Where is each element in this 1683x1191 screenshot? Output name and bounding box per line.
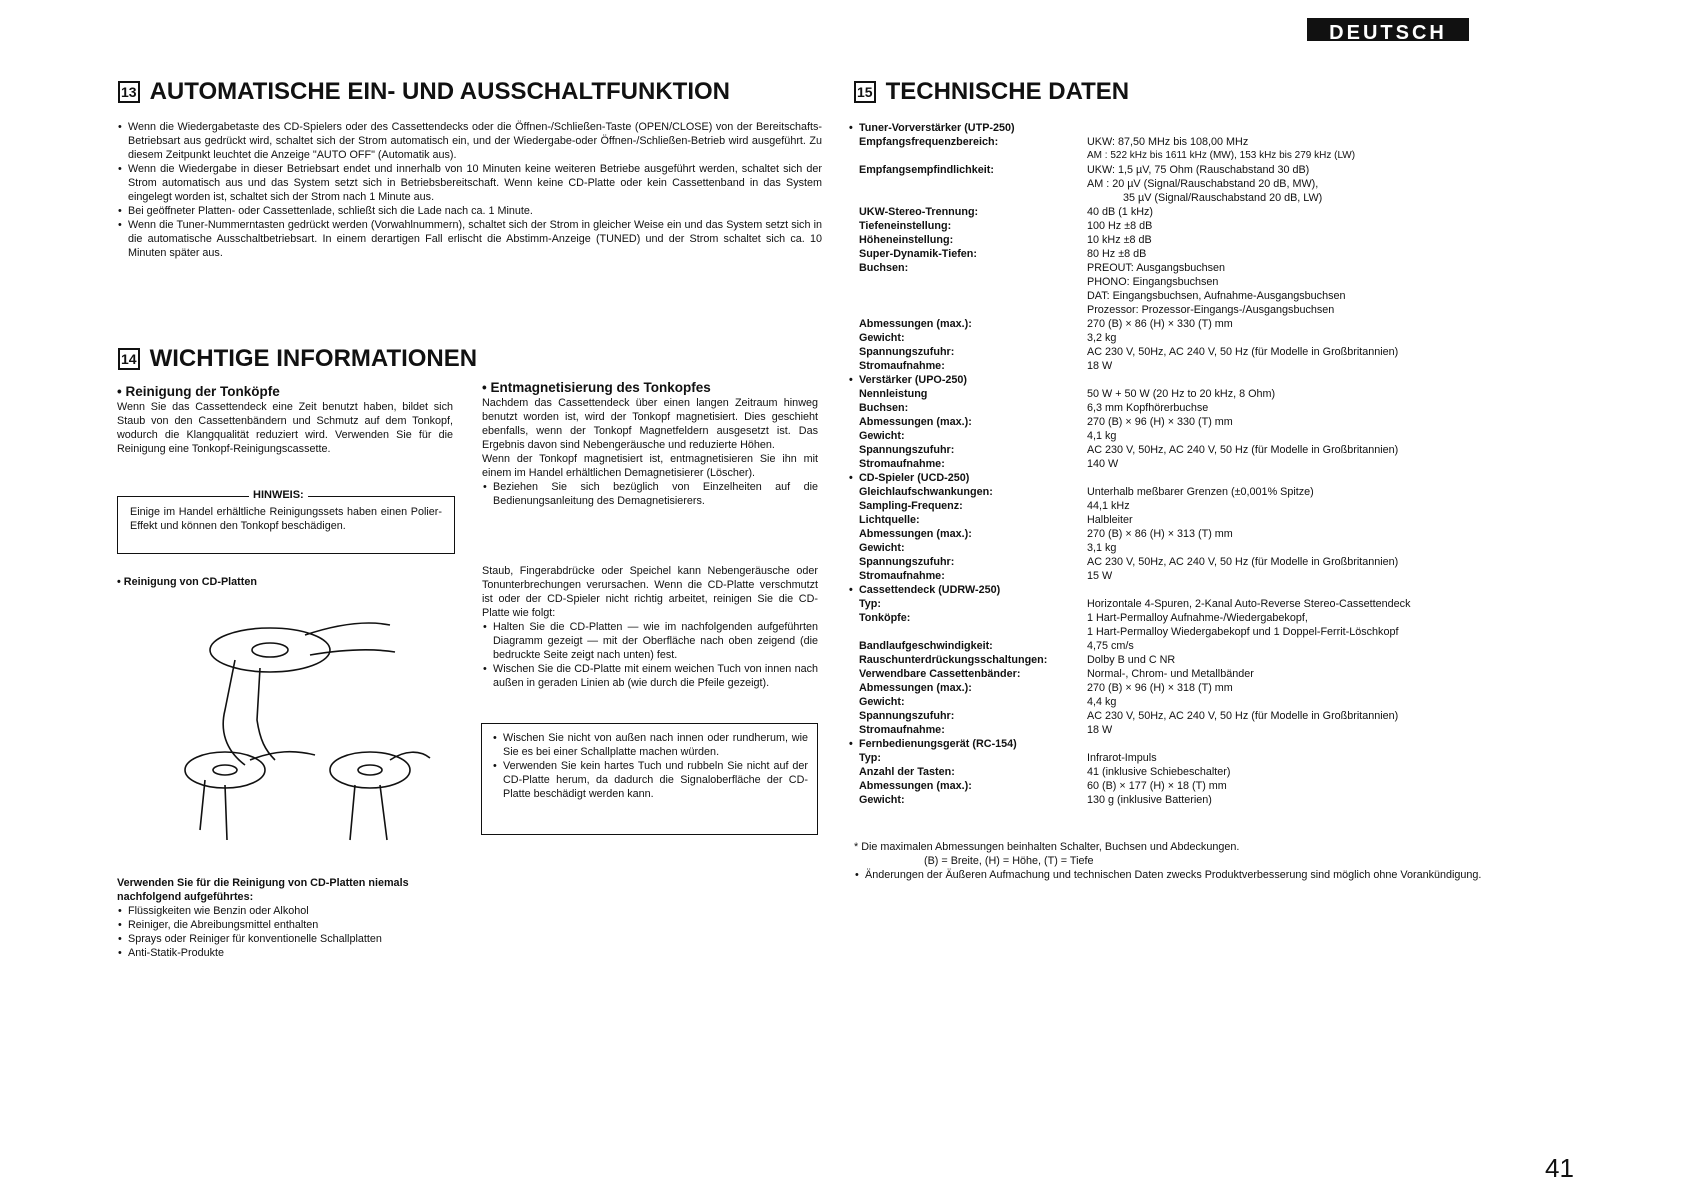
spec-value: Infrarot-Impuls [1087,752,1157,764]
spec-row [859,513,1499,527]
spec-value: 80 Hz ±8 dB [1087,248,1147,260]
spec-label: Empfangsempfindlichkeit: [859,164,994,176]
spec-value: 1 Hart-Permalloy Aufnahme-/Wiedergabekopf, [1087,612,1308,624]
list-item: • Bei geöffneter Platten- oder Cassettenlade, schließt sich die Lade nach ca. 1 Minute. [117,204,822,218]
list-item: • Sprays oder Reiniger für konventionelle Schallplatten [117,932,457,946]
spec-value: AC 230 V, 50Hz, AC 240 V, 50 Hz (für Modelle in Großbritannien) [1087,346,1399,358]
spec-category-remote: • Fernbedienungsgerät (RC-154) [848,737,1499,751]
spec-label: Gewicht: [859,542,905,554]
text-span: Reinigung der Tonköpfe [125,384,280,399]
spec-row [859,555,1499,569]
demag-text-1: Nachdem das Cassettendeck über einen langen Zeitraum hinweg benutzt worden ist, wird der Tonkopf magnetisiert. Dies geschieht ebenfalls, wenn der Tonkopf Magnetfeldern ausgesetzt ist. Das Ergebnis davon sind Nebengeräusche und reduzierte Höhen. [482,397,818,451]
spec-value: 40 dB (1 kHz) [1087,206,1154,218]
list-item: • Beziehen Sie sich bezüglich von Einzelheiten auf die Bedienungsanleitung des Demagnetisierers. [482,480,818,508]
spec-label: Abmessungen (max.): [859,318,972,330]
section-14-heading [118,345,477,373]
spec-label: Tiefeneinstellung: [859,220,952,232]
spec-row [859,191,1499,205]
spec-row [859,163,1499,177]
spec-row [859,345,1499,359]
note-list [854,868,1494,882]
spec-row [859,639,1499,653]
cd-cleaning-block [482,564,818,690]
spec-label [859,149,1087,163]
spec-value: AC 230 V, 50Hz, AC 240 V, 50 Hz (für Modelle in Großbritannien) [1087,710,1399,722]
list-item: • Halten Sie die CD-Platten — wie im nachfolgenden aufgeführten Diagramm gezeigt — mit der Oberfläche nach oben zeigend (die bedruckte Seite zeigt nach unten) fest. [482,620,818,662]
cd-warning-bullets [492,731,808,801]
spec-label: Gewicht: [859,332,905,344]
section-14-title: WICHTIGE INFORMATIONEN [149,345,478,372]
spec-value: Unterhalb meßbarer Grenzen (±0,001% Spitze) [1087,486,1314,498]
section-15-heading [854,78,1129,106]
spec-row [859,401,1499,415]
cd-warning-box [481,723,818,835]
spec-label: Anzahl der Tasten: [859,766,955,778]
spec-value: 130 g (inklusive Batterien) [1087,794,1212,806]
spec-value: 270 (B) × 86 (H) × 313 (T) mm [1087,528,1233,540]
section-14-number: 14 [118,348,140,370]
spec-row [859,415,1499,429]
demag-block [482,380,818,508]
spec-row [859,765,1499,779]
list-item: • Verwenden Sie kein hartes Tuch und rubbeln Sie nicht auf der CD-Platte herum, da dadurch die Signaloberfläche der CD-Platte beschädigt werden kann. [492,759,808,801]
spec-row [859,723,1499,737]
spec-row [859,751,1499,765]
clean-heads-heading: • Reinigung der Tonköpfe [117,384,280,399]
spec-row [859,541,1499,555]
spec-label [859,289,1087,303]
list-item: • Wenn die Tuner-Nummerntasten gedrückt werden (Vorwahlnummern), schaltet sich der Strom in gleicher Weise ein und das System setzt sich in die automatische Ausschaltbetriebsart. In einem derartigen Fall erlischt die Abstimm-Anzeige (TUNED) und der Strom schaltet sich ca. 10 Minuten später aus. [117,218,822,260]
spec-value: 44,1 kHz [1087,500,1130,512]
spec-value: UKW: 87,50 MHz bis 108,00 MHz [1087,136,1249,148]
spec-label: Rauschunterdrückungsschaltungen: [859,654,1048,666]
spec-label: Super-Dynamik-Tiefen: [859,248,977,260]
note-changes: • Änderungen der Äußeren Aufmachung und technischen Daten zwecks Produktverbesserung sind möglich ohne Vorankündigung. [854,868,1494,882]
spec-label: Gleichlaufschwankungen: [859,486,993,498]
cd-cleaning-bullets [482,620,818,690]
spec-label: Abmessungen (max.): [859,528,972,540]
spec-value: 4,75 cm/s [1087,640,1134,652]
spec-value: Halbleiter [1087,514,1133,526]
spec-row [859,695,1499,709]
spec-label: Stromaufnahme: [859,458,945,470]
spec-row [859,597,1499,611]
text-span: Reinigung von CD-Platten [123,576,257,588]
cd-disc-right [330,752,410,788]
section-15-number: 15 [854,81,876,103]
spec-value: Dolby B und C NR [1087,654,1176,666]
cd-cleaning-illustration [165,600,435,850]
list-item: • Wenn die Wiedergabetaste des CD-Spielers oder des Cassettendecks oder die Öffnen-/Schließen-Taste (OPEN/CLOSE) von der Bereitschafts-Betriebsart aus gedrückt wird, schaltet sich der Strom automatisch ein, und der Wiedergabe-oder Öffnen-/Schließen-Betrieb wird ausgeführt. Zu diesem Zeitpunkt leuchtet die Anzeige "AUTO OFF" (Automatik aus). [117,120,822,162]
spec-row [859,331,1499,345]
spec-label: UKW-Stereo-Trennung: [859,206,979,218]
section-13-heading [118,78,730,106]
spec-value: 15 W [1087,570,1113,582]
spec-category-cd: • CD-Spieler (UCD-250) [848,471,1499,485]
spec-row [859,429,1499,443]
spec-value: 6,3 mm Kopfhörerbuchse [1087,402,1209,414]
spec-row [859,261,1499,275]
spec-row [859,499,1499,513]
note-dimension-legend: (B) = Breite, (H) = Höhe, (T) = Tiefe [924,855,1094,867]
text-span: Entmagnetisierung des Tonkopfes [490,380,711,395]
list-item: • Reiniger, die Abreibungsmittel enthalten [117,918,457,932]
spec-row [859,289,1499,303]
spec-row [859,135,1499,149]
spec-label: Spannungszufuhr: [859,346,955,358]
spec-label: Abmessungen (max.): [859,682,972,694]
clean-heads-block [117,384,453,456]
spec-value: 3,2 kg [1087,332,1117,344]
spec-label: Stromaufnahme: [859,360,945,372]
spec-label: Gewicht: [859,430,905,442]
spec-row [859,793,1499,807]
spec-value: 140 W [1087,458,1119,470]
specifications [859,121,1499,807]
spec-value: 270 (B) × 96 (H) × 318 (T) mm [1087,682,1233,694]
spec-row [859,205,1499,219]
spec-value: 1 Hart-Permalloy Wiedergabekopf und 1 Doppel-Ferrit-Löschkopf [1087,626,1399,638]
cd-cleaning-text: Staub, Fingerabdrücke oder Speichel kann Nebengeräusche oder Tonunterbrechungen verursachen. Wenn die CD-Platte verschmutzt ist oder der CD-Spieler nicht richtig arbeitet, reinigen Sie die CD-Platte wie folgt: [482,565,818,619]
spec-value: 10 kHz ±8 dB [1087,234,1152,246]
spec-label: Stromaufnahme: [859,724,945,736]
spec-category-amp: • Verstärker (UPO-250) [848,373,1499,387]
spec-row [859,233,1499,247]
spec-category-deck: • Cassettendeck (UDRW-250) [848,583,1499,597]
spec-label: Spannungszufuhr: [859,556,955,568]
section-13-bullets [117,120,822,260]
spec-label: Lichtquelle: [859,514,920,526]
spec-label: Stromaufnahme: [859,570,945,582]
spec-label [859,625,1087,639]
spec-label: Verwendbare Cassettenbänder: [859,668,1021,680]
spec-value: DAT: Eingangsbuchsen, Aufnahme-Ausgangsbuchsen [1087,290,1346,302]
spec-row [859,149,1499,163]
text-span: Die maximalen Abmessungen beinhalten Schalter, Buchsen und Abdeckungen. [861,841,1240,853]
spec-label: Höheneinstellung: [859,234,954,246]
list-item: • Flüssigkeiten wie Benzin oder Alkohol [117,904,457,918]
spec-row [859,275,1499,289]
hint-box [117,489,455,554]
spec-row [859,303,1499,317]
spec-row [859,779,1499,793]
spec-value: AC 230 V, 50Hz, AC 240 V, 50 Hz (für Modelle in Großbritannien) [1087,556,1399,568]
spec-value: 3,1 kg [1087,542,1117,554]
spec-label: Tonköpfe: [859,612,911,624]
spec-value: UKW: 1,5 µV, 75 Ohm (Rauschabstand 30 dB) [1087,164,1310,176]
spec-value: 18 W [1087,724,1113,736]
demag-text-2: Wenn der Tonkopf magnetisiert ist, entmagnetisieren Sie ihn mit einem im Handel erhältlichen Demagnetisierer (Löscher). [482,453,818,479]
spec-label: Gewicht: [859,794,905,806]
spec-label: Nennleistung [859,388,928,400]
spec-row [859,443,1499,457]
spec-value: 60 (B) × 177 (H) × 18 (T) mm [1087,780,1227,792]
spec-row [859,569,1499,583]
spec-value: Normal-, Chrom- und Metallbänder [1087,668,1254,680]
spec-notes [854,840,1494,882]
spec-value: AM : 522 kHz bis 1611 kHz (MW), 153 kHz bis 279 kHz (LW) [1087,150,1356,161]
spec-value: 100 Hz ±8 dB [1087,220,1153,232]
spec-row [859,653,1499,667]
list-item: • Anti-Statik-Produkte [117,946,457,960]
language-tab: DEUTSCH [1307,18,1469,41]
never-use-block [117,876,457,960]
spec-row [859,359,1499,373]
spec-row [859,317,1499,331]
spec-label: Gewicht: [859,696,905,708]
spec-value: 4,1 kg [1087,430,1117,442]
hand-holding [223,660,275,765]
spec-value: PHONO: Eingangsbuchsen [1087,276,1219,288]
hint-text: Einige im Handel erhältliche Reinigungssets haben einen Polier-Effekt und können den Tonkopf beschädigen. [130,506,442,532]
spec-label: Bandlaufgeschwindigkeit: [859,640,993,652]
list-item: • Wischen Sie nicht von außen nach innen oder rundherum, wie Sie es bei einer Schallplatte machen würden. [492,731,808,759]
spec-row [859,177,1499,191]
cd-disc-left [185,752,265,788]
spec-row [859,667,1499,681]
spec-value: Prozessor: Prozessor-Eingangs-/Ausgangsbuchsen [1087,304,1335,316]
spec-label: Abmessungen (max.): [859,416,972,428]
spec-row [859,485,1499,499]
spec-label: Typ: [859,752,881,764]
list-item: • Wischen Sie die CD-Platte mit einem weichen Tuch von innen nach außen in geraden Linien ab (wie durch die Pfeile gezeigt). [482,662,818,690]
spec-value: 18 W [1087,360,1113,372]
spec-row [859,709,1499,723]
spec-value: PREOUT: Ausgangsbuchsen [1087,262,1226,274]
hand-wiping [305,623,395,655]
spec-label: Empfangsfrequenzbereich: [859,136,999,148]
demag-heading: • Entmagnetisierung des Tonkopfes [482,380,711,395]
spec-label [859,191,1087,205]
spec-value: 270 (B) × 96 (H) × 330 (T) mm [1087,416,1233,428]
spec-label [859,275,1087,289]
spec-value: AM : 20 µV (Signal/Rauschabstand 20 dB, MW), [1087,178,1319,190]
clean-cd-heading: • Reinigung von CD-Platten [117,576,257,588]
page-number: 41 [1545,1153,1574,1183]
note-dimensions: * Die maximalen Abmessungen beinhalten Schalter, Buchsen und Abdeckungen. [854,841,1240,853]
spec-value: 35 µV (Signal/Rauschabstand 20 dB, LW) [1123,192,1323,204]
spec-label: Spannungszufuhr: [859,444,955,456]
spec-label: Buchsen: [859,262,909,274]
demag-bullets [482,480,818,508]
spec-category-tuner: • Tuner-Vorverstärker (UTP-250) [848,121,1499,135]
spec-row [859,387,1499,401]
spec-row [859,457,1499,471]
section-15-title: TECHNISCHE DATEN [885,78,1130,105]
spec-row [859,625,1499,639]
never-use-title: Verwenden Sie für die Reinigung von CD-Platten niemals nachfolgend aufgeführtes: [117,877,409,903]
spec-row [859,527,1499,541]
spec-label [859,303,1087,317]
spec-row [859,611,1499,625]
spec-value: AC 230 V, 50Hz, AC 240 V, 50 Hz (für Modelle in Großbritannien) [1087,444,1399,456]
hint-label: HINWEIS: [249,489,308,501]
spec-label: Abmessungen (max.): [859,780,972,792]
spec-value: Horizontale 4-Spuren, 2-Kanal Auto-Reverse Stereo-Cassettendeck [1087,598,1411,610]
list-item: • Wenn die Wiedergabe in dieser Betriebsart endet und innerhalb von 10 Minuten keine weiteren Betriebe ausgeführt werden, schaltet sich der Strom automatisch aus und das System setzt sich in Betriebsbereitschaft. Wenn keine CD-Platte oder kein Cassettenband in das System eingelegt worden ist, schaltet sich der Strom nach 1 Minute aus. [117,162,822,204]
spec-value: 270 (B) × 86 (H) × 330 (T) mm [1087,318,1233,330]
spec-row [859,247,1499,261]
spec-value: 41 (inklusive Schiebeschalter) [1087,766,1231,778]
spec-row [859,219,1499,233]
spec-label: Buchsen: [859,402,909,414]
clean-heads-text: Wenn Sie das Cassettendeck eine Zeit benutzt haben, bildet sich Staub von den Cassettenbändern und Schmutz auf dem Tonkopf, wodurch die Klangqualität reduziert wird. Verwenden Sie für die Reinigung eine Tonkopf-Reinigungscassette. [117,401,453,455]
never-use-list [117,904,457,960]
section-13-title: AUTOMATISCHE EIN- UND AUSSCHALTFUNKTION [149,78,730,105]
section-13-number: 13 [118,81,140,103]
spec-label: Spannungszufuhr: [859,710,955,722]
spec-label [859,177,1087,191]
spec-label: Sampling-Frequenz: [859,500,963,512]
spec-row [859,681,1499,695]
spec-value: 50 W + 50 W (20 Hz to 20 kHz, 8 Ohm) [1087,388,1276,400]
spec-value: 4,4 kg [1087,696,1117,708]
spec-label: Typ: [859,598,881,610]
cd-disc-top [210,628,330,672]
